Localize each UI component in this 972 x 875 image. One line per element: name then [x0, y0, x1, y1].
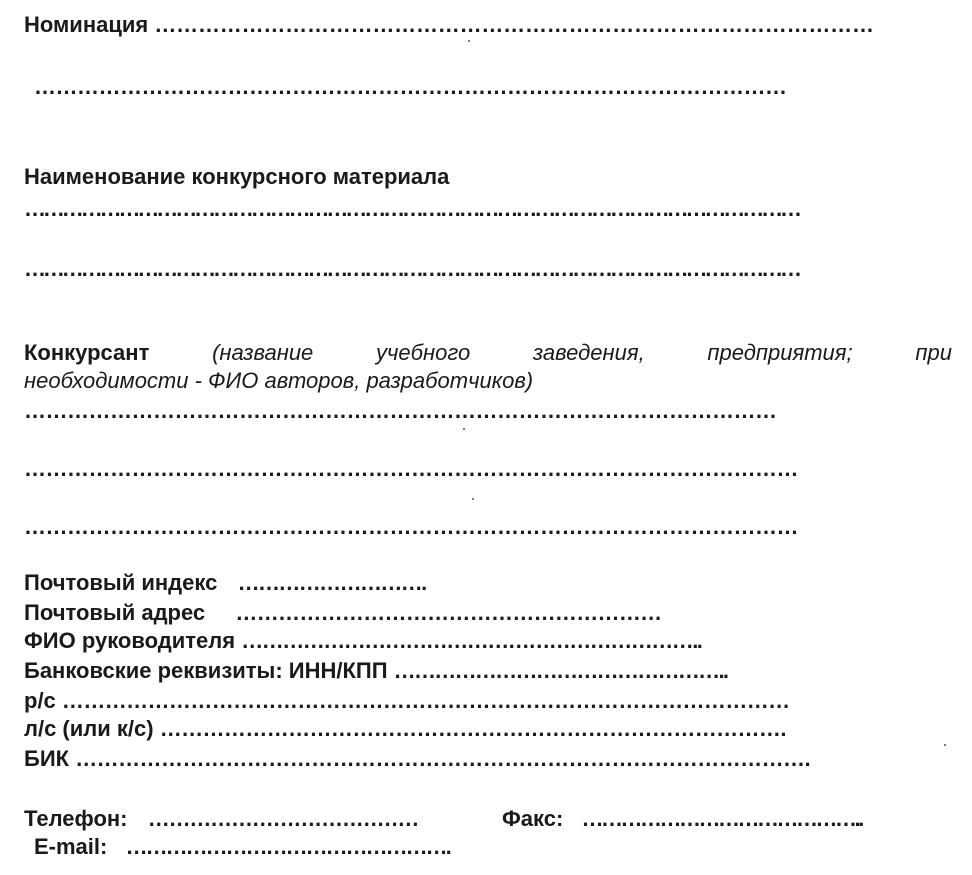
- email-field[interactable]: ………………………………………….: [125, 834, 450, 859]
- contestant-note-word-4: предприятия;: [707, 340, 853, 365]
- bank-label: Банковские реквизиты: ИНН/КПП: [24, 658, 388, 683]
- contestant-heading-row: [24, 340, 952, 366]
- contestant-field-2[interactable]: ………………………………………………………………………………………………: [24, 456, 798, 481]
- fax-row: [502, 806, 862, 832]
- nomination-field[interactable]: ………………………………………………………………………………………: [154, 12, 874, 37]
- contestant-note-row-2: [24, 368, 533, 394]
- bik-label: БИК: [24, 746, 70, 771]
- contestant-label: Конкурсант: [24, 340, 150, 365]
- bik-row: [24, 746, 810, 772]
- contestant-row-1: [24, 398, 777, 424]
- fax-field[interactable]: ……………………………………..: [581, 806, 862, 831]
- bank-row: [24, 658, 727, 684]
- material-heading: [24, 164, 449, 190]
- scan-speck: [472, 498, 474, 500]
- postcode-label: Почтовый индекс: [24, 570, 218, 595]
- nomination-label: Номинация: [24, 12, 149, 37]
- contestant-note-word-5: при: [915, 340, 952, 365]
- email-label: E-mail:: [34, 834, 108, 859]
- address-row: [24, 600, 661, 626]
- email-row: [34, 834, 450, 860]
- contestant-row-2: [24, 456, 798, 482]
- phone-label: Телефон:: [24, 806, 128, 831]
- nomination-row-2: [34, 74, 787, 100]
- scan-speck: [463, 428, 465, 430]
- material-row-2: [24, 256, 799, 282]
- bik-field[interactable]: ………………………………………………………………………………………….: [75, 746, 811, 771]
- ls-field[interactable]: …………………………………………………………………………….: [159, 716, 786, 741]
- material-label: Наименование конкурсного материала: [24, 164, 450, 189]
- nomination-row: [24, 12, 874, 38]
- address-field[interactable]: ……………………………………………………: [235, 600, 662, 625]
- contestant-field-3[interactable]: ………………………………………………………………………………………………: [24, 514, 798, 539]
- scan-speck: [468, 40, 470, 42]
- contestant-note-line-2: необходимости - ФИО авторов, разработчиков): [24, 368, 534, 393]
- address-label: Почтовый адрес: [24, 600, 206, 625]
- postcode-row: [24, 570, 426, 596]
- fax-label: Факс:: [502, 806, 564, 831]
- director-row: [24, 628, 701, 654]
- ls-label: л/с (или к/с): [24, 716, 154, 741]
- postcode-field[interactable]: ……………………….: [237, 570, 426, 595]
- contestant-row-3: [24, 514, 798, 540]
- contestant-note-word-2: учебного: [376, 340, 471, 365]
- rs-field[interactable]: …………………………………………………………………………………………: [61, 688, 790, 713]
- contestant-note-word-3: заведения,: [532, 340, 645, 365]
- bank-field[interactable]: …………………………………………..: [393, 658, 728, 683]
- rs-row: [24, 688, 790, 714]
- contestant-field-1[interactable]: ……………………………………………………………………………………………: [24, 398, 777, 423]
- ls-row: [24, 716, 786, 742]
- nomination-field-2[interactable]: ……………………………………………………………………………………………: [34, 74, 787, 99]
- material-field-2[interactable]: ……………………………………………………………………………………………………………: [24, 256, 799, 281]
- contestant-note-word-1: (название: [212, 340, 314, 365]
- phone-field[interactable]: …………………………………: [147, 806, 419, 831]
- material-field-1[interactable]: ……………………………………………………………………………………………………………: [24, 196, 799, 221]
- phone-row: [24, 806, 418, 832]
- scan-speck: [944, 744, 946, 746]
- rs-label: р/с: [24, 688, 56, 713]
- material-row-1: [24, 196, 799, 222]
- director-label: ФИО руководителя: [24, 628, 236, 653]
- director-field[interactable]: …………………………………………………………..: [241, 628, 702, 653]
